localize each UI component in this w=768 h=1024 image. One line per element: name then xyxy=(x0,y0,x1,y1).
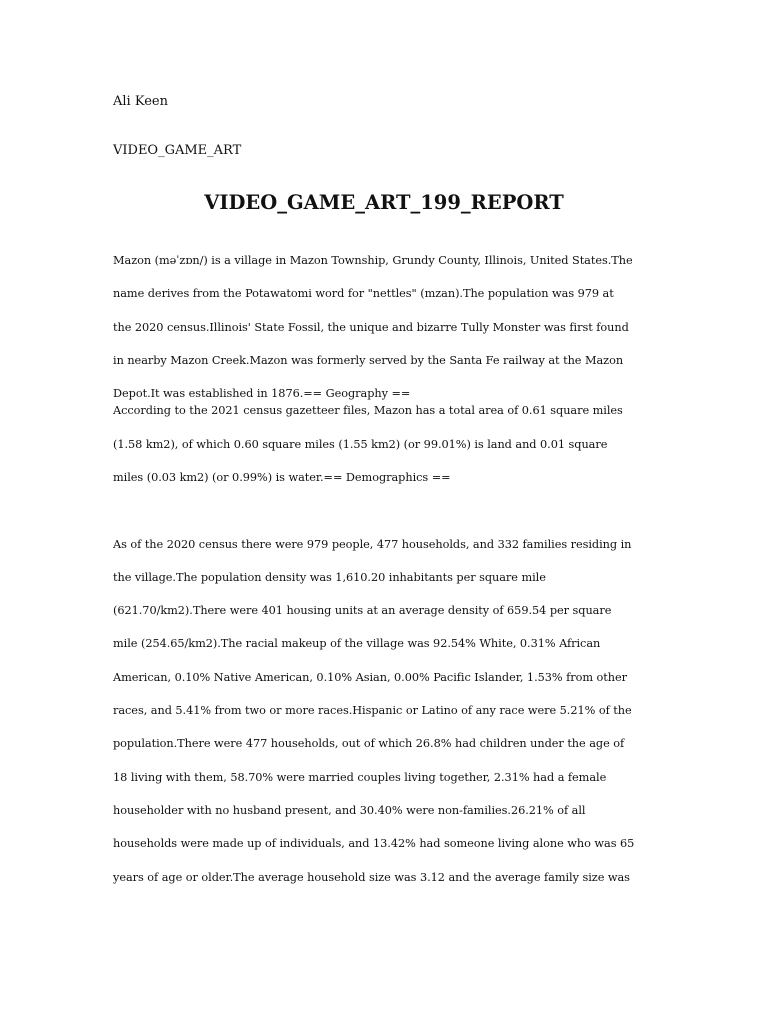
body-line: name derives from the Potawatomi word for "nettles" (mzan).The population was 979 at xyxy=(113,287,614,301)
body-line: Mazon (məˈzɒn/) is a village in Mazon Township, Grundy County, Illinois, United States.The xyxy=(113,254,633,267)
author-name: Ali Keen xyxy=(113,94,168,109)
body-line: the village.The population density was 1,610.20 inhabitants per square mile xyxy=(113,570,546,584)
body-line: races, and 5.41% from two or more races.Hispanic or Latino of any race were 5.21% of the xyxy=(113,704,632,718)
body-line: years of age or older.The average household size was 3.12 and the average family size was xyxy=(113,870,630,884)
body-line: households were made up of individuals, and 13.42% had someone living alone who was 65 xyxy=(113,837,635,851)
body-line: Depot.It was established in 1876.== Geography == xyxy=(113,387,411,401)
body-line: in nearby Mazon Creek.Mazon was formerly served by the Santa Fe railway at the Mazon xyxy=(113,353,624,367)
body-line: the 2020 census.Illinois' State Fossil, the unique and bizarre Tully Monster was first found xyxy=(113,320,629,334)
body-line: According to the 2021 census gazetteer files, Mazon has a total area of 0.61 square miles xyxy=(113,404,623,418)
body-line: (621.70/km2).There were 401 housing units at an average density of 659.54 per square xyxy=(113,604,612,618)
body-line: population.There were 477 households, out of which 26.8% had children under the age of xyxy=(113,737,625,751)
body-line: American, 0.10% Native American, 0.10% Asian, 0.00% Pacific Islander, 1.53% from other xyxy=(113,670,627,684)
body-line: mile (254.65/km2).The racial makeup of the village was 92.54% White, 0.31% African xyxy=(113,637,601,651)
report-body xyxy=(113,253,658,886)
body-line: (1.58 km2), of which 0.60 square miles (1.55 km2) (or 99.01%) is land and 0.01 square xyxy=(113,437,608,451)
body-line: miles (0.03 km2) (or 0.99%) is water.== Demographics == xyxy=(113,471,451,485)
body-line: 18 living with them, 58.70% were married couples living together, 2.31% had a female xyxy=(113,770,607,784)
body-line: As of the 2020 census there were 979 people, 477 households, and 332 families residing in xyxy=(113,537,632,551)
body-line: householder with no husband present, and 30.40% were non-families.26.21% of all xyxy=(113,803,586,817)
course-name: VIDEO_GAME_ART xyxy=(113,143,242,158)
report-title: VIDEO_GAME_ART_199_REPORT xyxy=(204,191,564,214)
